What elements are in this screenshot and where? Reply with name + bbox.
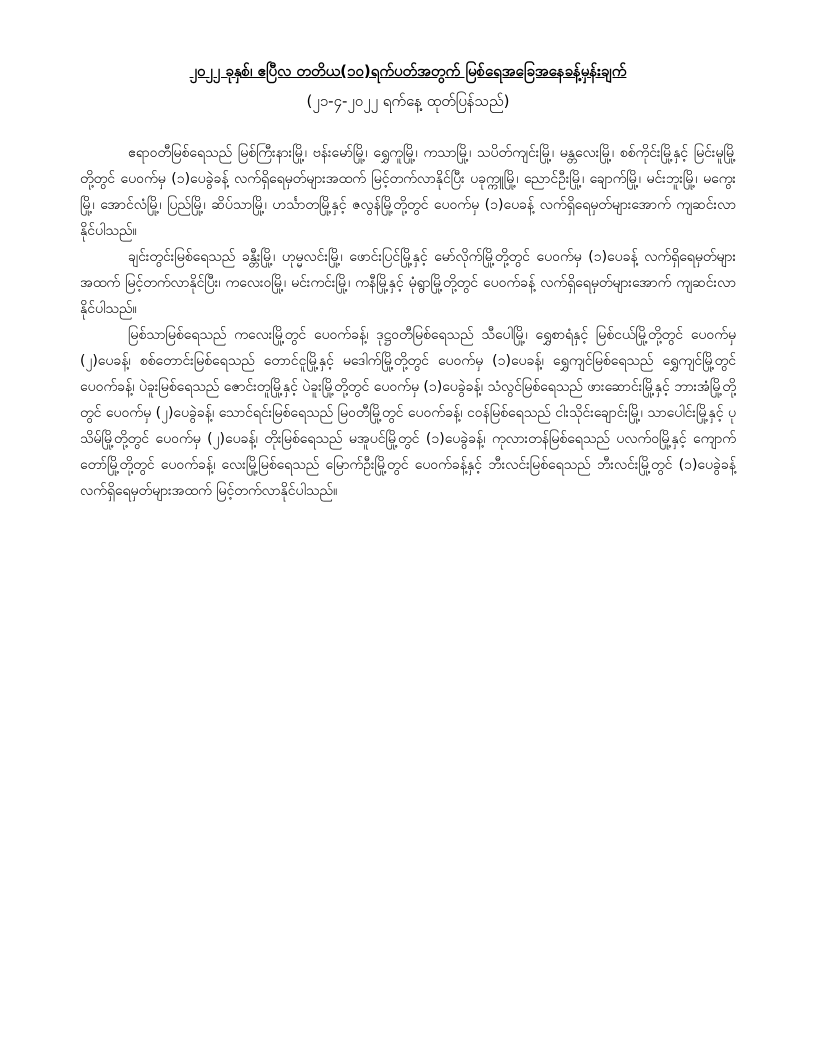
document-page [80,56,736,504]
paragraph-other-rivers: မြစ်သာမြစ်ရေသည် ကလေးမြို့တွင် ပေ၀က်ခန့်၊ ဒုဋ္ဌဝတီမြစ်ရေသည် သီပေါမြို့၊ ရွှေစာရံနှင့် မြစ်ငယ်မြို့တို့တွင် ပေ၀က်မှ (၂)ပေခန့်၊ စစ်တောင်းမြစ်ရေသည် တောင်ငူမြို့နှင့် မဒေါက်မြို့တို့တွင် ပေ၀က်မှ (၁)ပေခန့်၊ ရွှေကျင်မြစ်ရေသည် ရွှေကျင်မြို့တွင် ပေ၀က်ခန့်၊ ပဲခူးမြစ်ရေသည် ဇောင်းတူမြို့နှင့် ပဲခူးမြို့တို့တွင် ပေ၀က်မှ (၁)ပေခွဲခန့်၊ သံလွင်မြစ်ရေသည် ဖားဆောင်းမြို့နှင့် ဘားအံမြို့တို့တွင် ပေ၀က်မှ (၂)ပေခွဲခန့်၊ သောင်ရင်းမြစ်ရေသည် မြဝတီမြို့တွင် ပေ၀က်ခန့်၊ ငဝန်မြစ်ရေသည် ငါးသိုင်းချောင်းမြို့၊ သာပေါင်းမြို့နှင့် ပုသိမ်မြို့တို့တွင် ပေ၀က်မှ (၂)ပေခန့်၊ တိုးမြစ်ရေသည် မအူပင်မြို့တွင် (၁)ပေခွဲခန့်၊ ကုလားတန်မြစ်ရေသည် ပလက်ဝမြို့နှင့် ကျောက်တော်မြို့တို့တွင် ပေ၀က်ခန့်၊ လေးမြို့မြစ်ရေသည် မြောက်ဦးမြို့တွင် ပေ၀က်ခန့်နှင့် ဘီးလင်းမြစ်ရေသည် ဘီးလင်းမြို့တွင် (၁)ပေခွဲခန့် လက်ရှိရေမှတ်များအထက် မြင့်တက်လာနိုင်ပါသည်။ [80,327,736,499]
document-title: ၂၀၂၂ ခုနှစ်၊ ဧပြီလ တတိယ(၁၀)ရက်ပတ်အတွက် မြစ်ရေအခြေအနေခန့်မှန်းချက် [189,62,627,80]
paragraph-ayeyarwady: ဧရာဝတီမြစ်ရေသည် မြစ်ကြီးနားမြို့၊ ဗန်းမော်မြို့၊ ရွှေကူမြို့၊ ကသာမြို့၊ သပိတ်ကျင်းမြို့၊ မန္တလေးမြို့၊ စစ်ကိုင်းမြို့နှင့် မြင်းမူမြို့တို့တွင် ပေ၀က်မှ (၁)ပေခွဲခန့် လက်ရှိရေမှတ်များအထက် မြင့်တက်လာနိုင်ပြီး ပခုက္ကူမြို့၊ ညောင်ဦးမြို့၊ ချောက်မြို့၊ မင်းဘူးမြို့၊ မကွေးမြို့၊ အောင်လံမြို့၊ ပြည်မြို့၊ ဆိပ်သာမြို့၊ ဟင်္သာတမြို့နှင့် ဇလွန်မြို့တို့တွင် ပေ၀က်မှ (၁)ပေခန့် လက်ရှိရေမှတ်များအောက် ကျဆင်းလာနိုင်ပါသည်။ [80,145,736,239]
paragraph-chindwin: ချင်းတွင်းမြစ်ရေသည် ခန္တီးမြို့၊ ဟုမ္မလင်းမြို့၊ ဖောင်းပြင်မြို့နှင့် မော်လိုက်မြို့တို့တွင် ပေ၀က်မှ (၁)ပေခန့် လက်ရှိရေမှတ်များအထက် မြင့်တက်လာနိုင်ပြီး၊ ကလေးဝမြို့၊ မင်းကင်းမြို့၊ ကနီမြို့နှင့် မုံရွာမြို့တို့တွင် ပေ၀က်ခန့် လက်ရှိရေမှတ်များအောက် ကျဆင်းလာနိုင်ပါသည်။ [80,249,736,317]
document-subtitle: (၂၁-၄-၂၀၂၂ ရက်နေ့ ထုတ်ပြန်သည်) [306,92,510,110]
